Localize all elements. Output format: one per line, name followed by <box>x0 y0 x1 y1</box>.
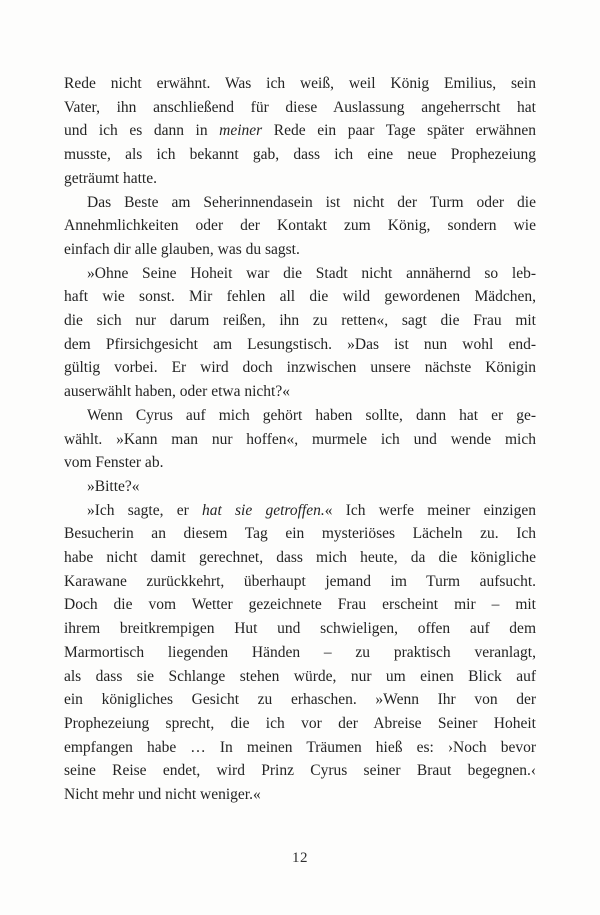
text-line <box>64 309 536 333</box>
text-line <box>64 404 536 428</box>
text-run: ein königliches Gesicht zu erhaschen. »Wenn Ihr von der <box>64 691 536 709</box>
text-line <box>64 522 536 546</box>
text-run: »Ohne Seine Hoheit war die Stadt nicht annähernd so leb- <box>87 264 536 282</box>
text-line <box>64 119 536 143</box>
text-run: einfach dir alle glauben, was du sagst. <box>64 240 300 258</box>
text-line <box>64 451 536 475</box>
text-block <box>64 72 536 807</box>
text-line <box>64 736 536 760</box>
text-line <box>64 428 536 452</box>
text-line <box>64 570 536 594</box>
text-run: geträumt hatte. <box>64 169 157 187</box>
italic-text-run: hat sie getroffen. <box>201 501 325 519</box>
text-run: haft wie sonst. Mir fehlen all die wild gewordenen Mädchen, <box>64 288 536 306</box>
italic-text-run: meiner <box>219 122 263 140</box>
text-run: Annehmlichkeiten oder der Kontakt zum König, sondern wie <box>64 217 536 235</box>
text-run: musste, als ich bekannt gab, dass ich eine neue Prophezeiung <box>64 146 536 164</box>
text-line <box>64 499 536 523</box>
text-run: Vater, ihn anschließend für diese Auslassung angeherrscht hat <box>64 98 536 116</box>
text-line <box>64 167 536 191</box>
text-run: und ich es dann in <box>64 122 220 140</box>
text-run: « Ich werfe meiner einzigen <box>324 501 536 519</box>
text-run: Doch die vom Wetter gezeichnete Frau erscheint mir – mit <box>64 596 536 614</box>
text-line <box>64 617 536 641</box>
text-run: Das Beste am Seherinnendasein ist nicht der Turm oder die <box>87 193 536 211</box>
text-line <box>64 783 536 807</box>
text-run: gültig vorbei. Er wird doch inzwischen unsere nächste Königin <box>64 359 536 377</box>
text-run: wählt. »Kann man nur hoffen«, murmele ich und wende mich <box>64 430 536 448</box>
text-run: »Ich sagte, er <box>87 501 202 519</box>
text-line <box>64 593 536 617</box>
text-line <box>64 143 536 167</box>
text-line <box>64 759 536 783</box>
text-line <box>64 214 536 238</box>
text-run: seine Reise endet, wird Prinz Cyrus seiner Braut begegnen.‹ <box>64 762 536 780</box>
text-run: empfangen habe … In meinen Träumen hieß es: ›Noch bevor <box>64 738 536 756</box>
text-line <box>64 72 536 96</box>
text-line <box>64 546 536 570</box>
text-run: ihrem breitkrempigen Hut und schwieligen, offen auf dem <box>64 620 536 638</box>
text-run: vom Fenster ab. <box>64 454 164 472</box>
text-run: Marmortisch liegenden Händen – zu praktisch veranlagt, <box>64 643 536 661</box>
text-line <box>64 641 536 665</box>
text-line <box>64 238 536 262</box>
text-run: Prophezeiung sprecht, die ich vor der Abreise Seiner Hoheit <box>64 714 536 732</box>
text-run: Wenn Cyrus auf mich gehört haben sollte, dann hat er ge- <box>87 406 536 424</box>
page-number: 12 <box>292 850 308 866</box>
text-line <box>64 262 536 286</box>
text-line <box>64 712 536 736</box>
text-line <box>64 475 536 499</box>
text-run: dem Pfirsichgesicht am Lesungstisch. »Das ist nun wohl end- <box>64 335 536 353</box>
text-run: »Bitte?« <box>87 477 140 495</box>
text-run: Nicht mehr und nicht weniger.« <box>64 786 261 804</box>
text-run: Rede nicht erwähnt. Was ich weiß, weil König Emilius, sein <box>64 75 536 92</box>
text-run: als dass sie Schlange stehen würde, nur um einen Blick auf <box>64 667 536 685</box>
text-run: habe nicht damit gerechnet, dass mich heute, da die königliche <box>64 549 536 567</box>
text-line <box>64 333 536 357</box>
text-run: auserwählt haben, oder etwa nicht?« <box>64 383 290 401</box>
text-line <box>64 285 536 309</box>
text-line <box>64 356 536 380</box>
text-line <box>64 688 536 712</box>
text-run: Rede ein paar Tage später erwähnen <box>262 122 536 140</box>
text-run: die sich nur darum reißen, ihn zu retten«, sagt die Frau mit <box>64 312 536 330</box>
text-line <box>64 665 536 689</box>
text-run: Karawane zurückkehrt, überhaupt jemand im Turm aufsucht. <box>64 572 536 590</box>
text-line <box>64 191 536 215</box>
text-run: Besucherin an diesem Tag ein mysteriöses Lächeln zu. Ich <box>64 525 536 543</box>
text-line <box>64 96 536 120</box>
text-line <box>64 380 536 404</box>
